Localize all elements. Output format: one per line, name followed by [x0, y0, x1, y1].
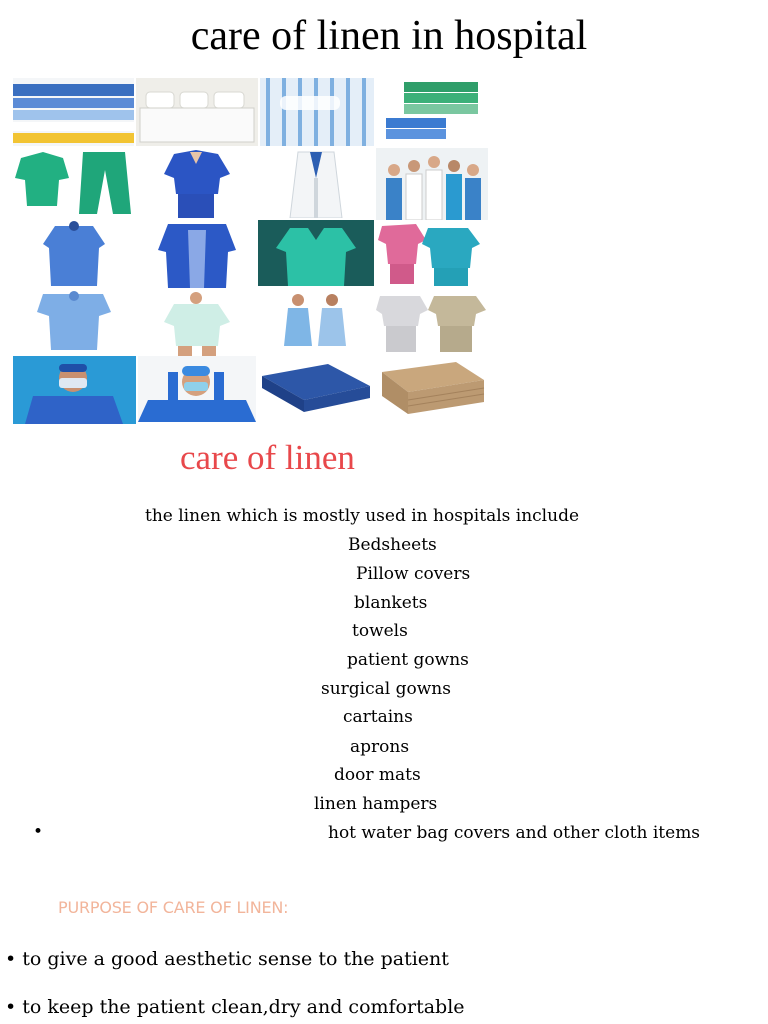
purpose-heading: PURPOSE OF CARE OF LINEN: [58, 898, 289, 917]
list-item: patient gowns [347, 650, 469, 670]
linen-photo-collage [13, 78, 491, 424]
folded-blanket-image [376, 356, 488, 422]
section-subtitle: care of linen [180, 438, 355, 477]
list-item: Bedsheets [348, 535, 437, 555]
mattress-image [258, 356, 374, 422]
stacked-towels-image [376, 78, 488, 146]
bullet-marker: • [33, 822, 44, 842]
list-item: blankets [354, 593, 428, 613]
doctor-coat-image [258, 148, 374, 218]
teal-scrub-suit-image [258, 220, 374, 286]
list-item: aprons [350, 737, 410, 757]
blue-scrubs-image [138, 148, 256, 218]
list-item: linen hampers [314, 794, 438, 814]
green-scrubs-image [13, 148, 136, 218]
intro-text: the linen which is mostly used in hospitals include [145, 506, 580, 526]
list-item: hot water bag covers and other cloth items [328, 823, 701, 843]
list-item: towels [352, 621, 408, 641]
folded-sheets-image [13, 78, 134, 146]
list-item: surgical gowns [321, 679, 451, 699]
surgeon-with-mask-image [13, 356, 136, 424]
purpose-point: • to keep the patient clean,dry and comfortable [5, 996, 465, 1018]
list-item: Pillow covers [356, 564, 471, 584]
striped-bedding-image [260, 78, 374, 146]
light-blue-gown-image [13, 290, 136, 354]
patient-pajama-sets-image [376, 290, 488, 354]
list-item: door mats [334, 765, 421, 785]
purpose-point: • to give a good aesthetic sense to the patient [5, 948, 449, 970]
list-item: cartains [343, 707, 413, 727]
page-title: care of linen in hospital [190, 13, 588, 59]
colored-scrubs-image [376, 220, 488, 288]
surgical-gown-back-image [138, 220, 256, 288]
medical-staff-group-image [376, 148, 488, 220]
printed-patient-gown-image [138, 290, 256, 356]
blue-patient-gown-image [13, 220, 136, 288]
hospital-bed-image [136, 78, 258, 146]
surgeon-cap-image [138, 356, 256, 422]
patients-in-gowns-image [258, 290, 374, 354]
